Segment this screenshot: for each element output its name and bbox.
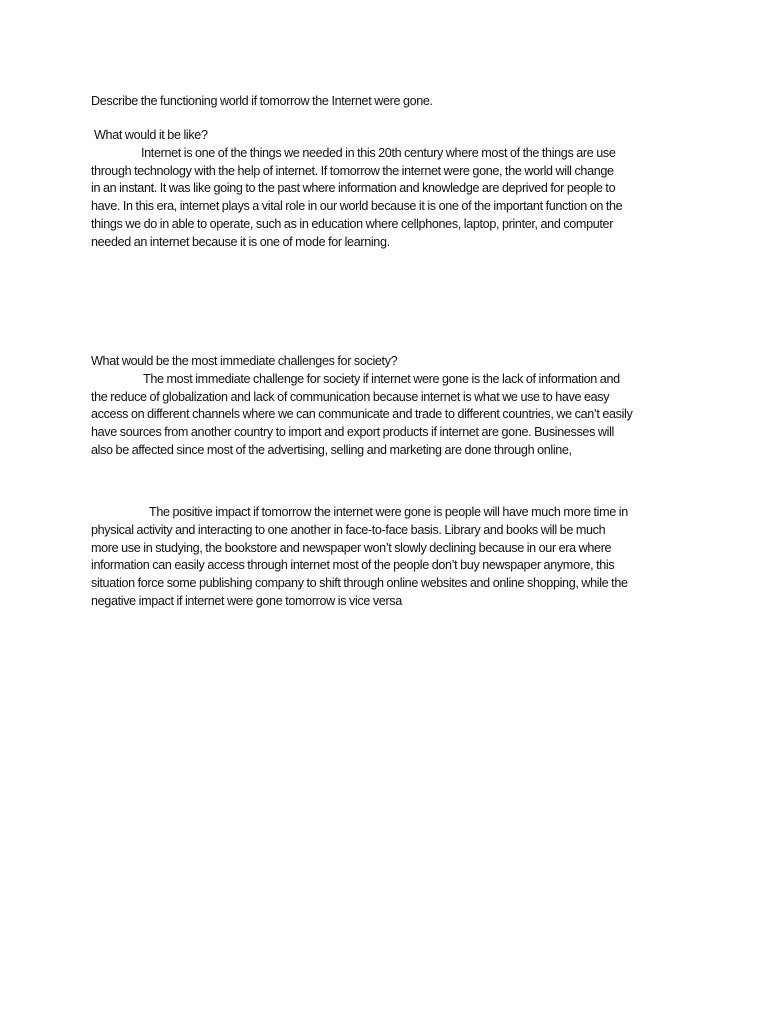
- paragraph-line: Internet is one of the things we needed in this 20th century where most of the things are use: [141, 145, 616, 160]
- paragraph-line: things we do in able to operate, such as in education where cellphones, laptop, printer, and computer: [91, 216, 614, 231]
- paragraph-line: the reduce of globalization and lack of communication because internet is what we use to have easy: [91, 389, 610, 404]
- paragraph-line: access on different channels where we can communicate and trade to different countries, we can’t easily: [91, 407, 633, 422]
- subquestion-text: What would it be like?: [94, 128, 208, 142]
- paragraph-line: situation force some publishing company to shift through online websites and online shopping, while the: [91, 576, 628, 591]
- answer-section-1: [91, 127, 687, 252]
- paragraph-line: in an instant. It was like going to the past where information and knowledge are deprived for people to: [91, 181, 616, 196]
- paragraph-line: have sources from another country to import and export products if internet are gone. Businesses will: [91, 425, 614, 440]
- paragraph-line: negative impact if internet were gone tomorrow is vice versa: [91, 593, 402, 608]
- question-text: What would be the most immediate challenges for society?: [91, 354, 398, 368]
- paragraph-line: The positive impact if tomorrow the internet were gone is people will have much more time in: [149, 505, 628, 519]
- paragraph-line: information can easily access through internet most of the people don’t buy newspaper anymore, this: [91, 558, 615, 573]
- paragraph-line: needed an internet because it is one of mode for learning.: [91, 234, 390, 249]
- paragraph-line: physical activity and interacting to one another in face-to-face basis. Library and books will be much: [91, 522, 606, 537]
- question-heading: [91, 93, 687, 111]
- answer-section-2: [91, 353, 687, 460]
- paragraph-line: also be affected since most of the advertising, selling and marketing are done through online,: [91, 442, 572, 457]
- answer-section-3: [91, 504, 687, 611]
- paragraph-line: have. In this era, internet plays a vital role in our world because it is one of the important function on the: [91, 199, 623, 214]
- paragraph-line: through technology with the help of internet. If tomorrow the internet were gone, the world will change: [91, 163, 614, 178]
- paragraph-line: The most immediate challenge for society if internet were gone is the lack of information and: [143, 371, 620, 386]
- question-text: Describe the functioning world if tomorrow the Internet were gone.: [91, 94, 433, 108]
- paragraph-line: more use in studying, the bookstore and newspaper won’t slowly declining because in our era where: [91, 540, 612, 555]
